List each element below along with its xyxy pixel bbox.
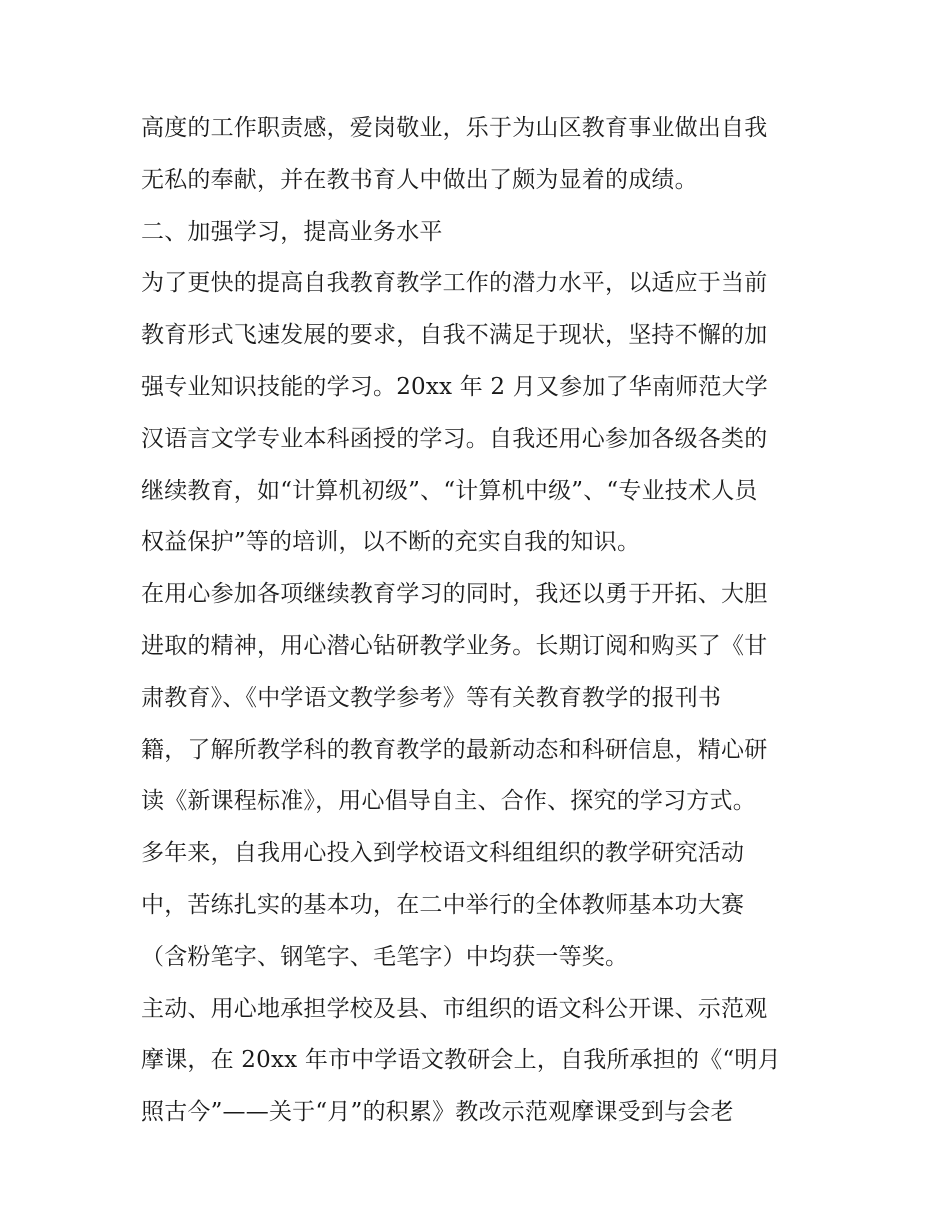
- text-line: 教育形式飞速发展的要求，自我不满足于现状，坚持不懈的加: [141, 322, 768, 349]
- text-line: 摩课，在 20xx 年市中学语文教研会上，自我所承担的《“明月: [141, 1047, 781, 1074]
- text-line: 读《新课程标准》，用心倡导自主、合作、探究的学习方式。: [141, 788, 756, 815]
- section-heading: 二、加强学习，提高业务水平: [141, 218, 443, 245]
- text-line: （含粉笔字、钢笔字、毛笔字）中均获一等奖。: [141, 943, 629, 970]
- text-line: 多年来，自我用心投入到学校语文科组组织的教学研究活动: [141, 840, 745, 867]
- body-text: [141, 103, 821, 1139]
- text-line: 肃教育》、《中学语文教学参考》等有关教育教学的报刊书: [141, 684, 722, 711]
- text-line: 权益保护”等的培训，以不断的充实自我的知识。: [141, 529, 641, 556]
- text-line: 在用心参加各项继续教育学习的同时，我还以勇于开拓、大胆: [141, 581, 768, 608]
- text-line: 强专业知识技能的学习。20xx 年 2 月又参加了华南师范大学: [141, 373, 768, 400]
- text-line: 中，苦练扎实的基本功，在二中举行的全体教师基本功大赛: [141, 891, 745, 918]
- text-line: 主动、用心地承担学校及县、市组织的语文科公开课、示范观: [141, 995, 768, 1022]
- text-line: 照古今”——关于“月”的积累》教改示范观摩课受到与会老: [141, 1099, 734, 1126]
- text-line: 为了更快的提高自我教育教学工作的潜力水平，以适应于当前: [141, 270, 768, 297]
- text-line: 无私的奉献，并在教书育人中做出了颇为显着的成绩。: [141, 166, 698, 193]
- text-line: 汉语言文学专业本科函授的学习。自我还用心参加各级各类的: [141, 425, 768, 452]
- text-line: 籍，了解所教学科的教育教学的最新动态和科研信息，精心研: [141, 736, 768, 763]
- text-line: 高度的工作职责感，爱岗敬业，乐于为山区教育事业做出自我: [141, 115, 768, 141]
- text-line: 进取的精神，用心潜心钻研教学业务。长期订阅和购买了《甘: [141, 632, 768, 659]
- text-line: 继续教育，如“计算机初级”、“计算机中级”、“专业技术人员: [141, 477, 758, 504]
